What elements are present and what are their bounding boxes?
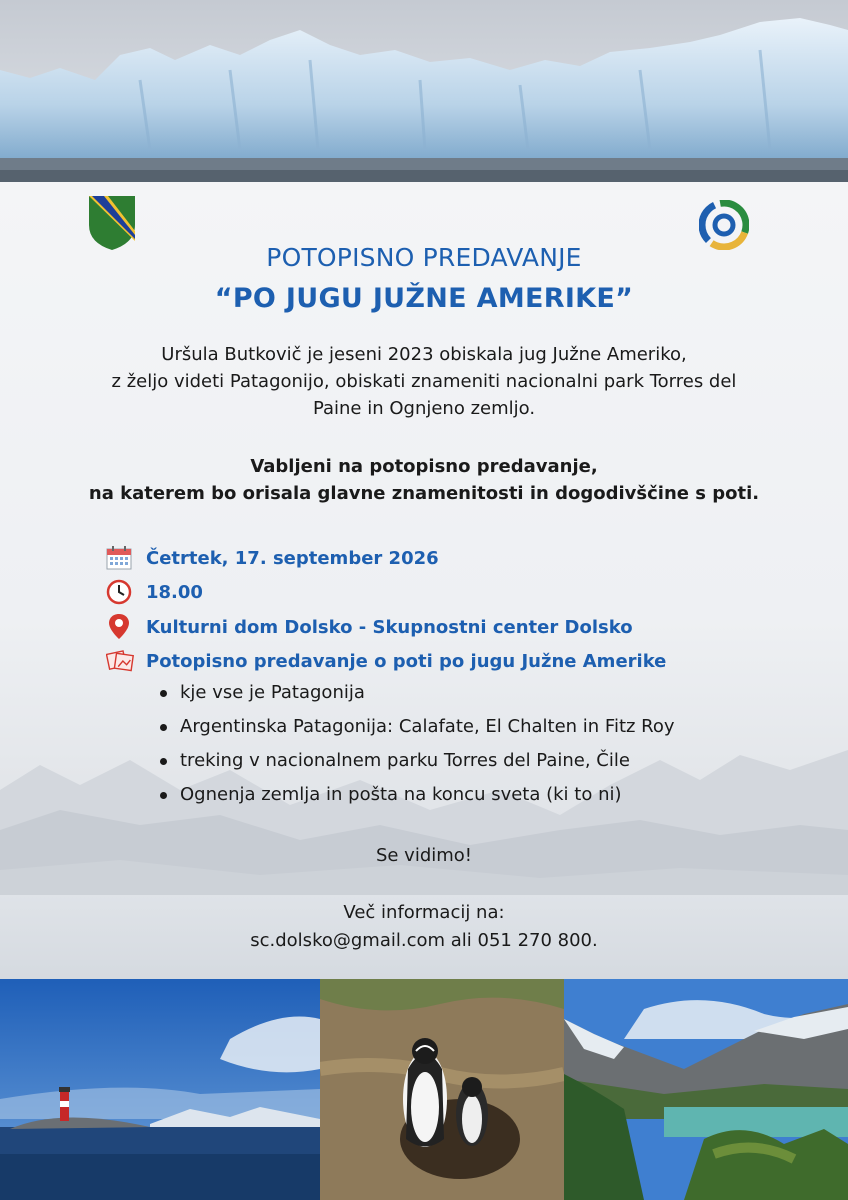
- see-you-text: Se vidimo!: [375, 845, 473, 866]
- invite-line: na katerem bo orisala glavne znamenitosti in dogodivščine s poti.: [88, 483, 760, 504]
- event-type-heading: POTOPISNO PREDAVANJE: [266, 243, 582, 272]
- clock-icon: [106, 577, 136, 607]
- intro-line: z željo videti Patagonijo, obiskati znameniti nacionalni park Torres del: [111, 371, 737, 392]
- mountain-lake-photo: [564, 979, 848, 1200]
- event-topic: [106, 646, 666, 676]
- penguins-photo: [320, 979, 564, 1200]
- lighthouse-photo: [0, 979, 320, 1200]
- list-item: treking v nacionalnem parku Torres del Paine, Čile: [156, 744, 675, 778]
- list-item: Ognenja zemlja in pošta na koncu sveta (ki to ni): [156, 778, 675, 812]
- event-topic-text: Potopisno predavanje o poti po jugu Južne Amerike: [146, 650, 667, 672]
- list-item: Argentinska Patagonija: Calafate, El Chalten in Fitz Roy: [156, 710, 675, 744]
- contact-info: sc.dolsko@gmail.com ali 051 270 800.: [250, 930, 598, 951]
- topics-list: [156, 676, 675, 812]
- location-pin-icon: [106, 612, 136, 642]
- event-location-text: Kulturni dom Dolsko - Skupnostni center Dolsko: [146, 616, 633, 638]
- event-date-text: Četrtek, 17. september 2026: [146, 547, 439, 569]
- event-title: “PO JUGU JUŽNE AMERIKE”: [214, 283, 634, 314]
- photos-icon: [106, 646, 136, 676]
- invite-line: Vabljeni na potopisno predavanje,: [250, 456, 598, 477]
- more-info-label: Več informacij na:: [343, 902, 505, 923]
- invitation-text: [30, 453, 818, 507]
- intro-line: Paine in Ognjeno zemljo.: [312, 398, 536, 419]
- event-time-text: 18.00: [146, 581, 203, 603]
- calendar-icon: [106, 543, 136, 573]
- event-date: [106, 543, 439, 573]
- list-item: kje vse je Patagonija: [156, 676, 675, 710]
- intro-line: Uršula Butkovič je jeseni 2023 obiskala jug Južne Ameriko,: [161, 344, 687, 365]
- event-location: [106, 612, 633, 642]
- intro-paragraph: [60, 341, 788, 422]
- event-time: [106, 577, 203, 607]
- glacier-banner-image: [0, 0, 848, 182]
